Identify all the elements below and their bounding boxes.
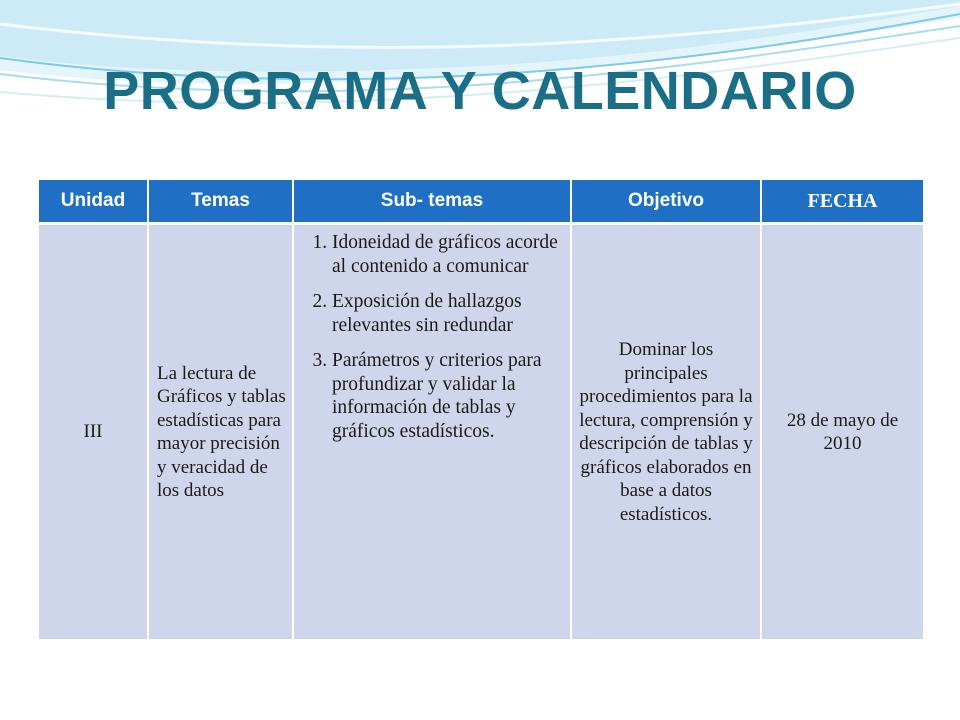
- subtopic-item: 3. Parámetros y criterios para profundizar y validar la información de tablas y gráficos estadísticos.: [332, 349, 566, 443]
- subtopic-item: 2. Exposición de hallazgos relevantes sin redundar: [332, 290, 566, 337]
- slide-title: PROGRAMA Y CALENDARIO: [103, 61, 857, 121]
- temas-text: La lectura de Gráficos y tablas estadísticas para mayor precisión y veracidad de los datos: [157, 362, 286, 501]
- header-fecha: FECHA: [761, 180, 924, 224]
- table-row: [38, 224, 924, 640]
- subtopic-item: 1. Idoneidad de gráficos acorde al contenido a comunicar: [332, 231, 566, 278]
- cell-unidad: III: [38, 224, 148, 640]
- cell-temas: [148, 224, 293, 640]
- header-unidad: Unidad: [38, 180, 148, 224]
- header-subtemas: Sub- temas: [293, 180, 571, 224]
- cell-subtemas: [293, 224, 571, 640]
- subtopics-list: [298, 231, 566, 443]
- header-temas: Temas: [148, 180, 293, 224]
- schedule-table: [37, 180, 925, 639]
- header-objetivo: Objetivo: [571, 180, 761, 224]
- table-header-row: [38, 180, 924, 224]
- cell-fecha: 28 de mayo de 2010: [761, 224, 924, 640]
- cell-objetivo: Dominar los principales procedimientos para la lectura, comprensión y descripción de tablas y gráficos elaborados en base a datos estadísticos.: [571, 224, 761, 640]
